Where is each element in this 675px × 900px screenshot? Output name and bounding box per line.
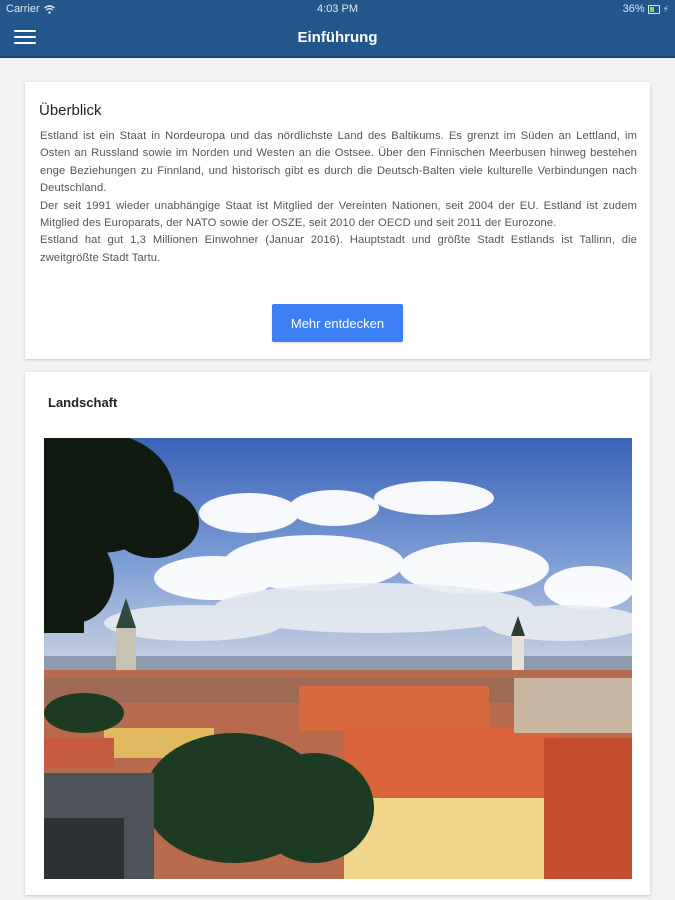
overview-heading: Überblick — [39, 102, 102, 119]
status-bar — [0, 0, 675, 20]
carrier-label: Carrier — [6, 3, 40, 15]
discover-more-button[interactable]: Mehr entdecken — [272, 304, 403, 342]
charging-icon: ⚡ — [662, 3, 669, 14]
landscape-photo — [44, 438, 632, 879]
nav-bar — [0, 20, 675, 58]
battery-icon — [648, 5, 660, 14]
status-time: 4:03 PM — [317, 3, 358, 15]
battery-percent: 36% — [622, 3, 645, 15]
battery-group — [623, 3, 669, 15]
overview-card — [25, 82, 650, 359]
landscape-heading: Landschaft — [48, 395, 118, 410]
overview-text — [40, 128, 637, 267]
overview-paragraph: Estland ist ein Staat in Nordeuropa und das nördlichste Land des Baltikums. Es grenzt im Süden an Lettland, im Osten an Russland sowie im Norden und Westen an die Ostsee. Über den Finnischen Meerbusen hinweg bestehen enge Beziehungen zu Finnland, und historisch gibt es durch die Deutsch-Balten viele kulturelle Verbindungen nach Deutschland. — [40, 130, 637, 195]
landscape-card — [25, 372, 650, 895]
overview-paragraph: Der seit 1991 wieder unabhängige Staat ist Mitglied der Vereinten Nationen, seit 2004 der EU. Estland ist zudem Mitglied des Europarats, der NATO sowie der OSZE, seit 2010 der OECD und seit 2011 der Eurozone. — [40, 199, 637, 230]
page-title: Einführung — [297, 29, 378, 46]
overview-paragraph: Estland hat gut 1,3 Millionen Einwohner (Januar 2016). Hauptstadt und größte Stadt Estlands ist Tallinn, die zweitgrößte Stadt Tartu. — [40, 234, 637, 264]
